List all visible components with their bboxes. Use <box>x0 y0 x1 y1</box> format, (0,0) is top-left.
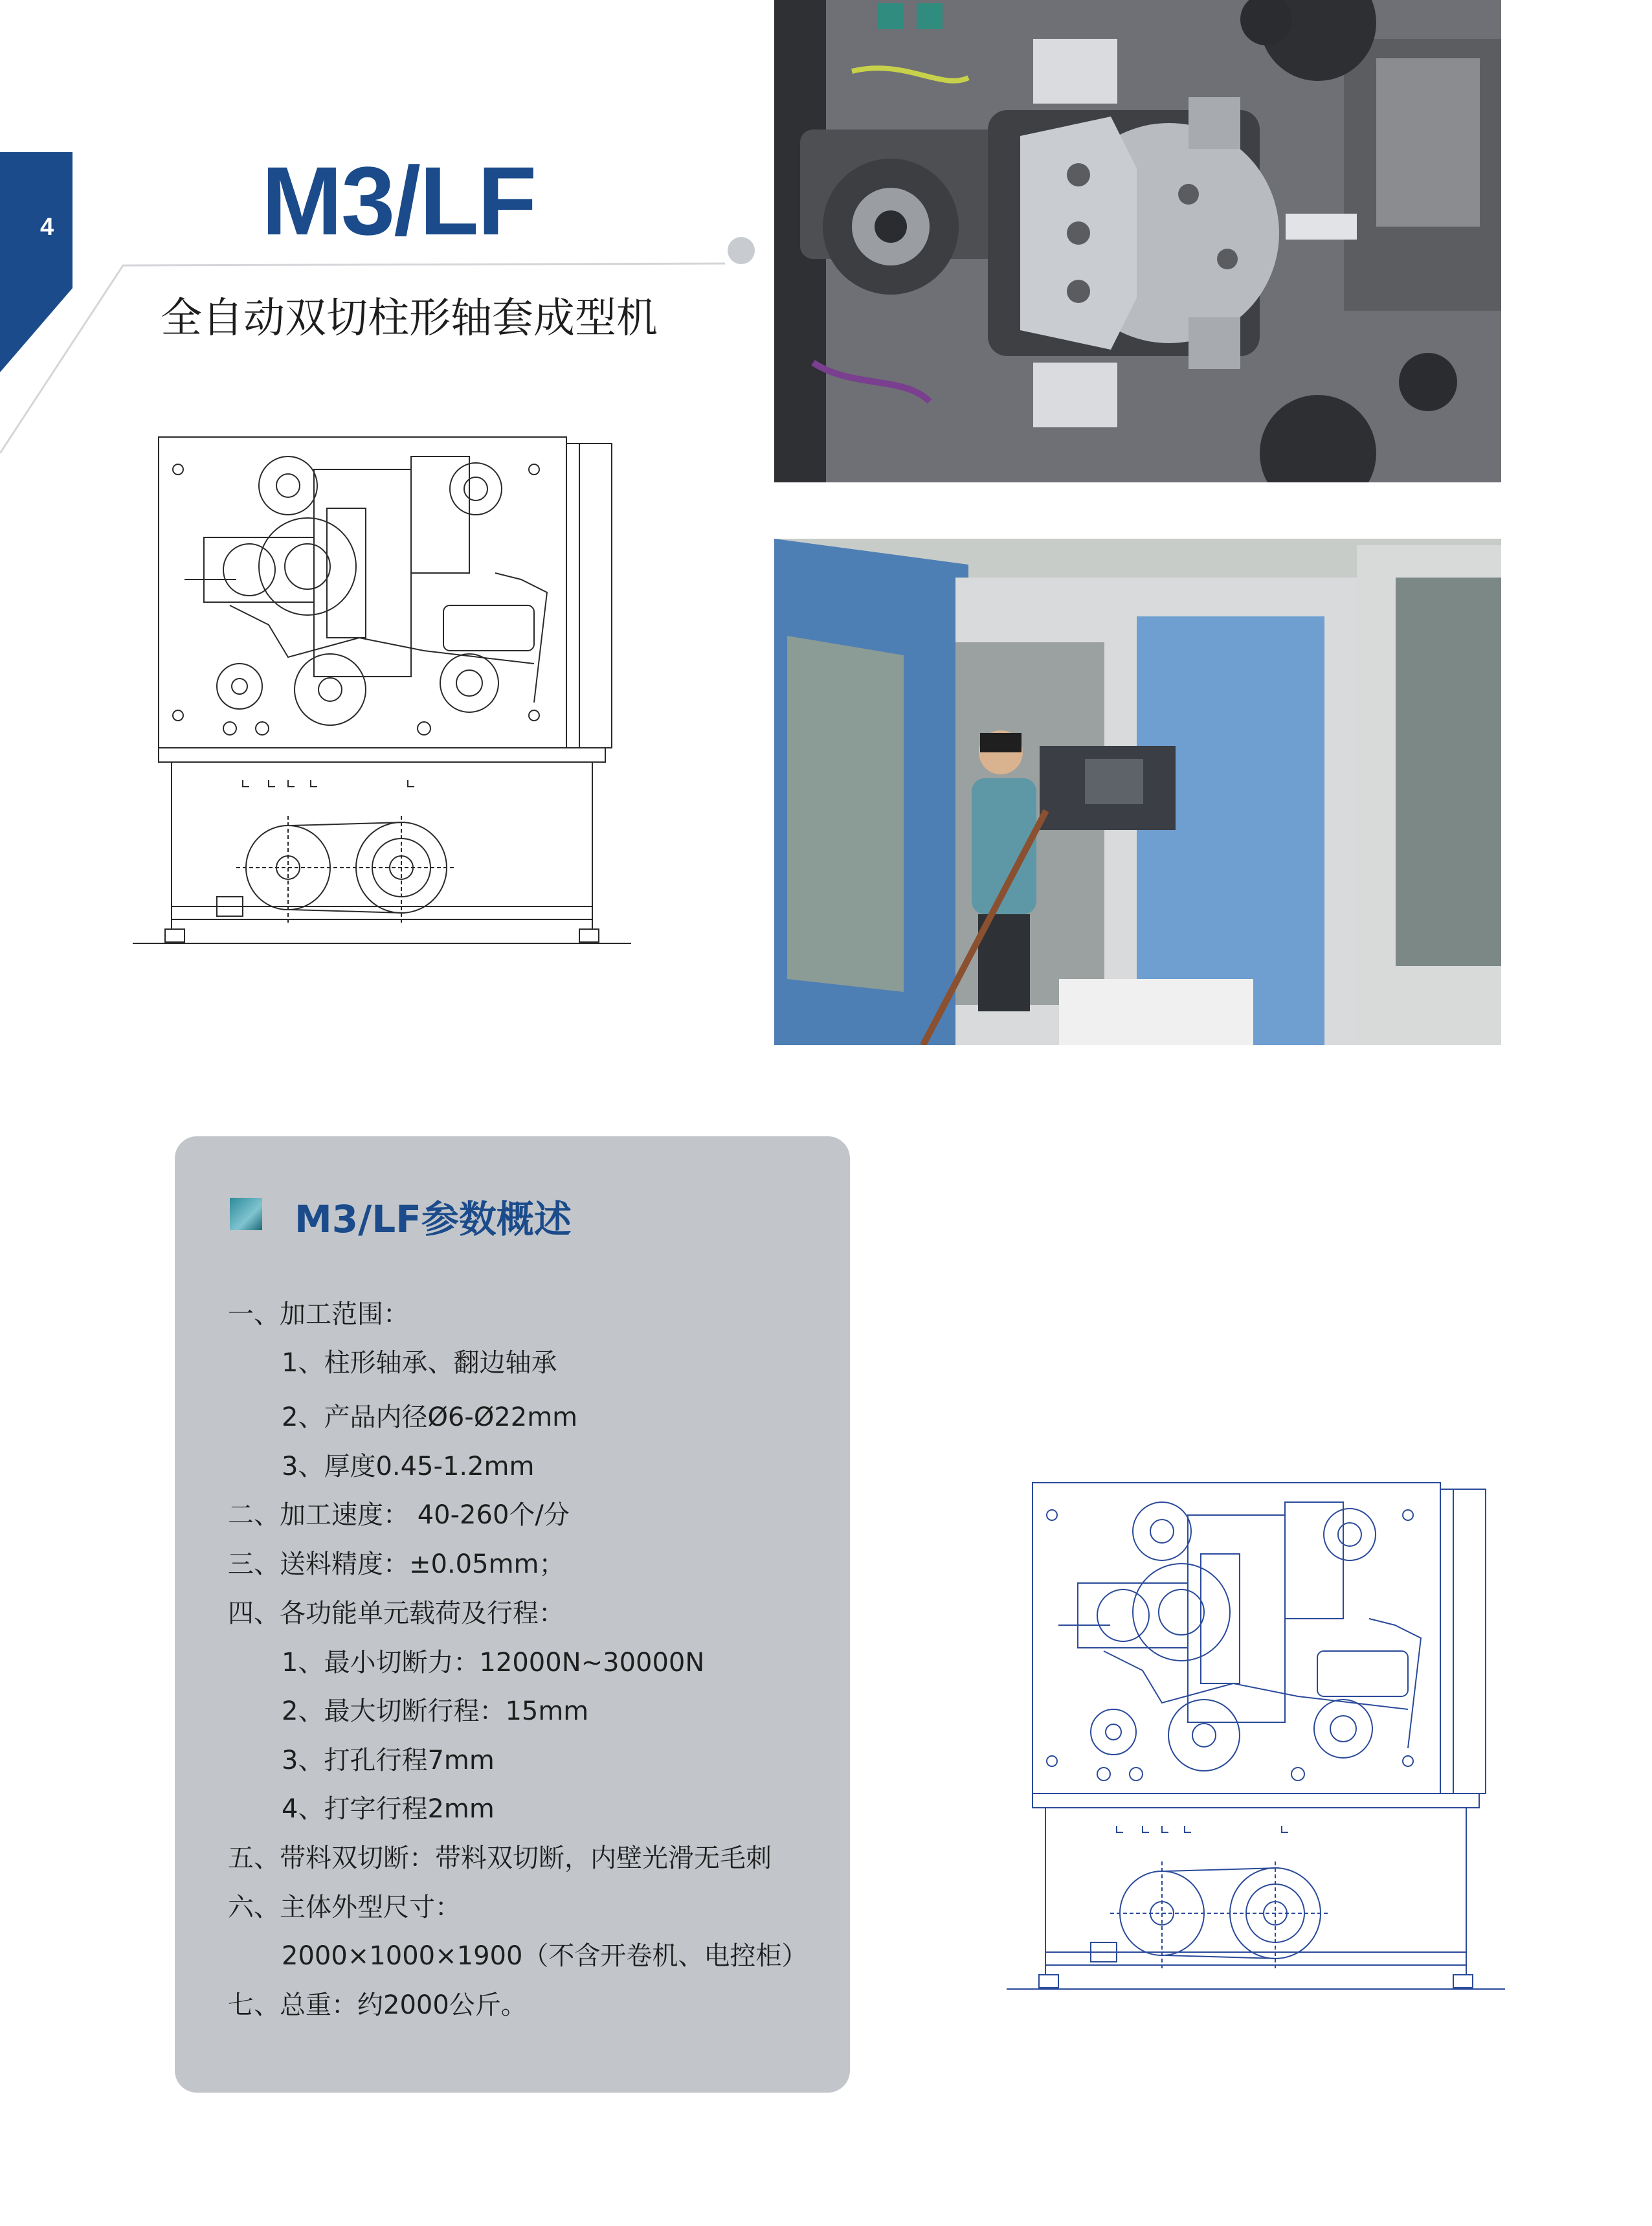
spec-line: 三、送料精度：±0.05mm； <box>228 1549 565 1579</box>
spec-line: 4、打字行程2mm <box>282 1794 495 1824</box>
spec-line: 2000×1000×1900（不含开卷机、电控柜） <box>282 1941 808 1971</box>
spec-line: 2、产品内径Ø6-Ø22mm <box>282 1402 578 1432</box>
spec-heading: M3/LF参数概述 <box>295 1197 572 1241</box>
page-number: 4 <box>40 214 54 241</box>
page-title: M3/LF <box>262 146 536 255</box>
title-rule <box>0 246 764 460</box>
spec-line: 六、主体外型尺寸： <box>228 1893 461 1922</box>
spec-line: 1、最小切断力：12000N~30000N <box>282 1648 705 1678</box>
spec-line: 七、总重：约2000公斤。 <box>228 1990 527 2020</box>
machine-blueprint <box>133 431 638 978</box>
square-bullet-icon <box>230 1198 262 1230</box>
spec-line: 3、厚度0.45-1.2mm <box>282 1452 535 1481</box>
spec-line: 四、各功能单元载荷及行程： <box>228 1599 564 1628</box>
spec-line: 3、打孔行程7mm <box>282 1746 495 1775</box>
page-subtitle: 全自动双切柱形轴套成型机 <box>161 295 658 343</box>
accent-dot <box>728 237 755 264</box>
spec-line: 1、柱形轴承、翻边轴承 <box>282 1348 557 1378</box>
spec-line: 二、加工速度： 40-260个/分 <box>228 1500 570 1530</box>
spec-line: 五、带料双切断：带料双切断，内壁光滑无毛刺 <box>228 1843 772 1873</box>
spec-line: 一、加工范围： <box>228 1299 409 1329</box>
operator-machine-photo <box>774 539 1501 1045</box>
spec-line: 2、最大切断行程：15mm <box>282 1696 589 1726</box>
machine-blueprint <box>1007 1476 1512 2023</box>
tooling-closeup-photo <box>774 0 1501 482</box>
